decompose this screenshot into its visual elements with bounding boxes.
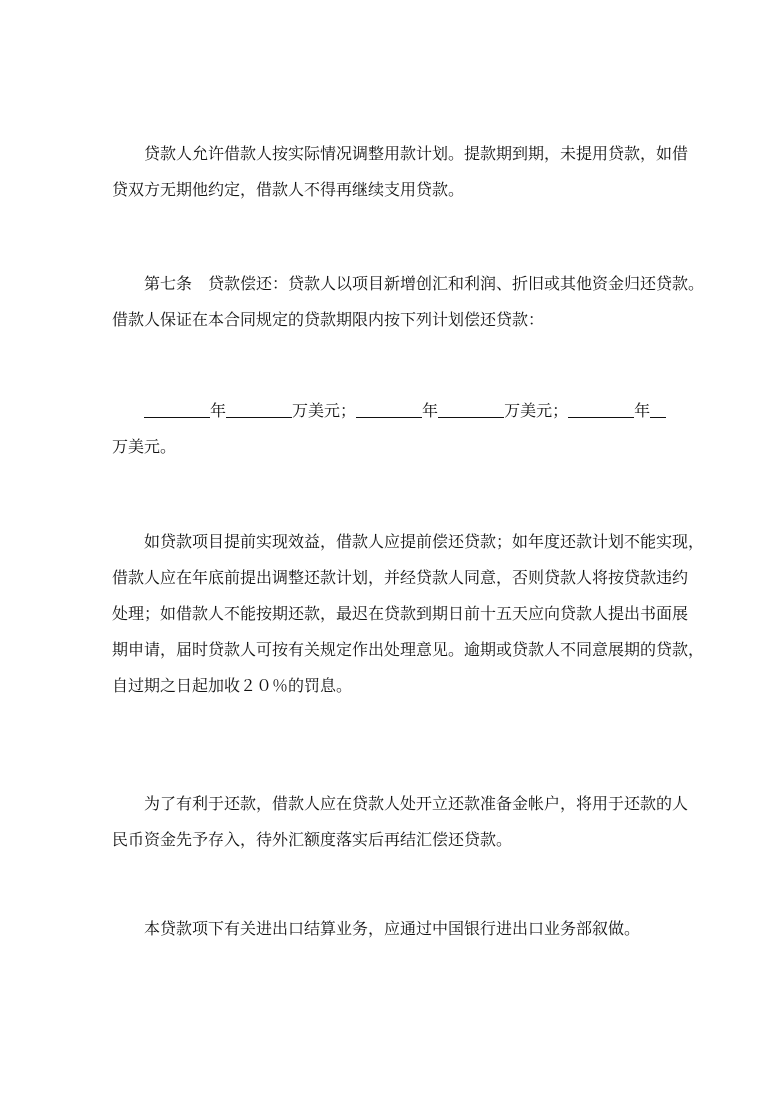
paragraph-early-repayment	[112, 524, 705, 704]
schedule-last-line: 万美元。	[112, 437, 177, 456]
para4-line2: 民币资金先予存入，待外汇额度落实后再结汇偿还贷款。	[112, 830, 513, 849]
para3-line1: 如贷款项目提前实现效益，借款人应提前偿还贷款；如年度还款计划不能实现，	[144, 532, 705, 551]
blank-amount-3[interactable]	[650, 399, 666, 418]
paragraph-settlement	[112, 911, 664, 947]
year-label-3: 年	[634, 401, 651, 420]
separator-1: ；	[340, 401, 357, 420]
para3-line3: 处理；如借款人不能按期还款，最迟在贷款到期日前十五天应向贷款人提出书面展	[112, 604, 689, 623]
article7-line2: 借款人保证在本合同规定的贷款期限内按下列计划偿还贷款：	[112, 310, 545, 329]
para3-line5: 自过期之日起加收２０％的罚息。	[112, 676, 353, 695]
separator-2: ；	[552, 401, 569, 420]
amount-label-2: 万美元	[504, 401, 553, 420]
article7-line1: 贷款偿还：贷款人以项目新增创汇和利润、折旧或其他资金归还贷款。	[208, 274, 705, 293]
year-label-1: 年	[210, 401, 227, 420]
blank-amount-2[interactable]	[438, 399, 504, 418]
para1-line2: 贷双方无期他约定，借款人不得再继续支用贷款。	[112, 180, 465, 199]
blank-amount-1[interactable]	[226, 399, 292, 418]
paragraph-article-7	[112, 266, 705, 338]
paragraph-drawdown-adjustment	[112, 136, 689, 208]
blank-year-3[interactable]	[568, 399, 634, 418]
paragraph-reserve-account	[112, 786, 689, 858]
para1-line1: 贷款人允许借款人按实际情况调整用款计划。提款期到期，未提用贷款，如借	[144, 144, 689, 163]
year-label-2: 年	[422, 401, 439, 420]
para5-line1: 本贷款项下有关进出口结算业务，应通过中国银行进出口业务部叙做。	[144, 919, 641, 938]
para3-line4: 期申请，届时贷款人可按有关规定作出处理意见。逾期或贷款人不同意展期的贷款，	[112, 640, 705, 659]
para4-line1: 为了有利于还款，借款人应在贷款人处开立还款准备金帐户，将用于还款的人	[144, 794, 689, 813]
article7-heading: 第七条	[144, 274, 193, 293]
blank-year-2[interactable]	[356, 399, 422, 418]
para3-line2: 借款人应在年底前提出调整还款计划，并经贷款人同意，否则贷款人将按贷款违约	[112, 568, 689, 587]
blank-year-1[interactable]	[144, 399, 210, 418]
repayment-schedule	[112, 393, 664, 465]
amount-label-1: 万美元	[292, 401, 341, 420]
